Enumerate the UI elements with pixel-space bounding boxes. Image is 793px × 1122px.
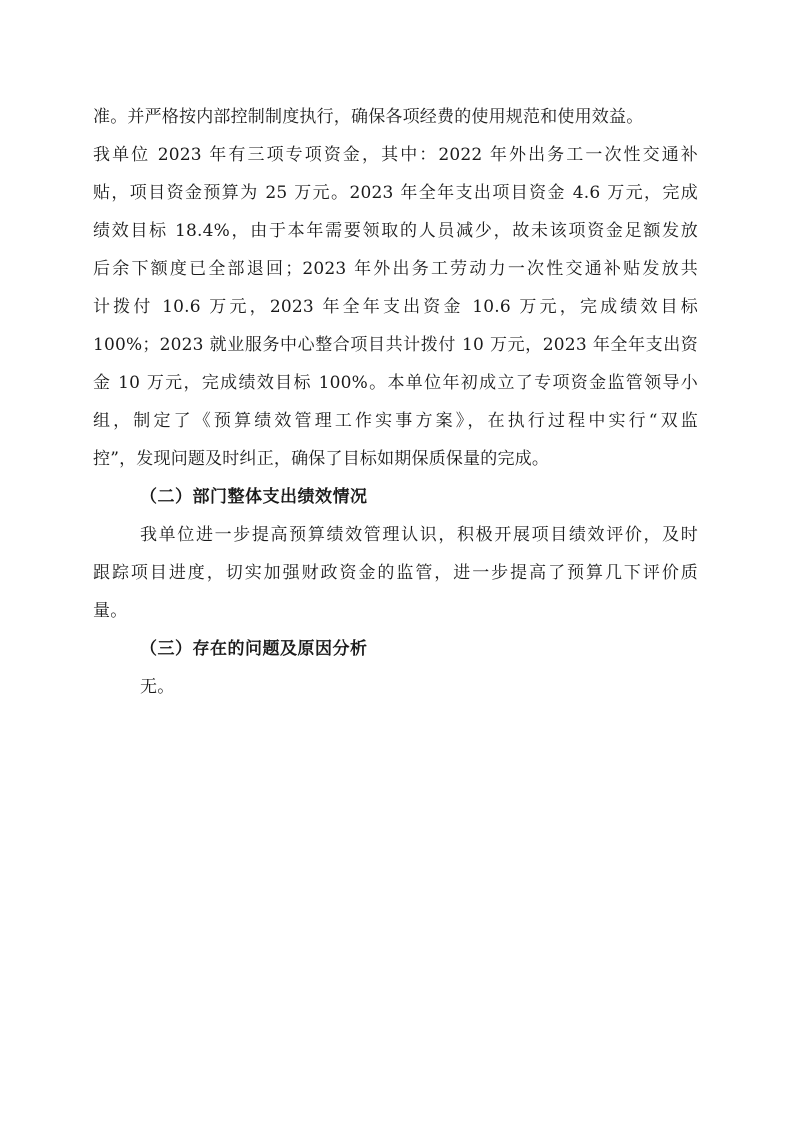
paragraph-line: 无。 <box>140 677 175 697</box>
paragraph-line: 量。 <box>93 601 128 621</box>
paragraph-line: 绩效目标 18.4%，由于本年需要领取的人员减少，故未该项资金足额发放 <box>93 221 698 241</box>
paragraph-line: 组，制定了《预算绩效管理工作实事方案》，在执行过程中实行“双监 <box>93 411 698 431</box>
section-heading: （二）部门整体支出绩效情况 <box>140 487 368 507</box>
paragraph-line: 我单位进一步提高预算绩效管理认识，积极开展项目绩效评价，及时 <box>140 525 698 545</box>
paragraph-line: 控”，发现问题及时纠正，确保了目标如期保质保量的完成。 <box>93 449 550 469</box>
paragraph-line: 后余下额度已全部退回；2023 年外出务工劳动力一次性交通补贴发放共 <box>93 259 698 279</box>
paragraph-line: 计拨付 10.6 万元，2023 年全年支出资金 10.6 万元，完成绩效目标 <box>93 297 698 317</box>
paragraph-line: 我单位 2023 年有三项专项资金，其中：2022 年外出务工一次性交通补 <box>93 145 698 165</box>
paragraph-line: 100%；2023 就业服务中心整合项目共计拨付 10 万元，2023 年全年支出资 <box>93 335 698 355</box>
paragraph-line: 准。并严格按内部控制制度执行，确保各项经费的使用规范和使用效益。 <box>93 107 644 127</box>
paragraph-line: 金 10 万元，完成绩效目标 100%。本单位年初成立了专项资金监管领导小 <box>93 373 698 393</box>
section-heading: （三）存在的问题及原因分析 <box>140 639 368 659</box>
paragraph-line: 贴，项目资金预算为 25 万元。2023 年全年支出项目资金 4.6 万元，完成 <box>93 183 698 203</box>
paragraph-line: 跟踪项目进度，切实加强财政资金的监管，进一步提高了预算几下评价质 <box>93 563 698 583</box>
